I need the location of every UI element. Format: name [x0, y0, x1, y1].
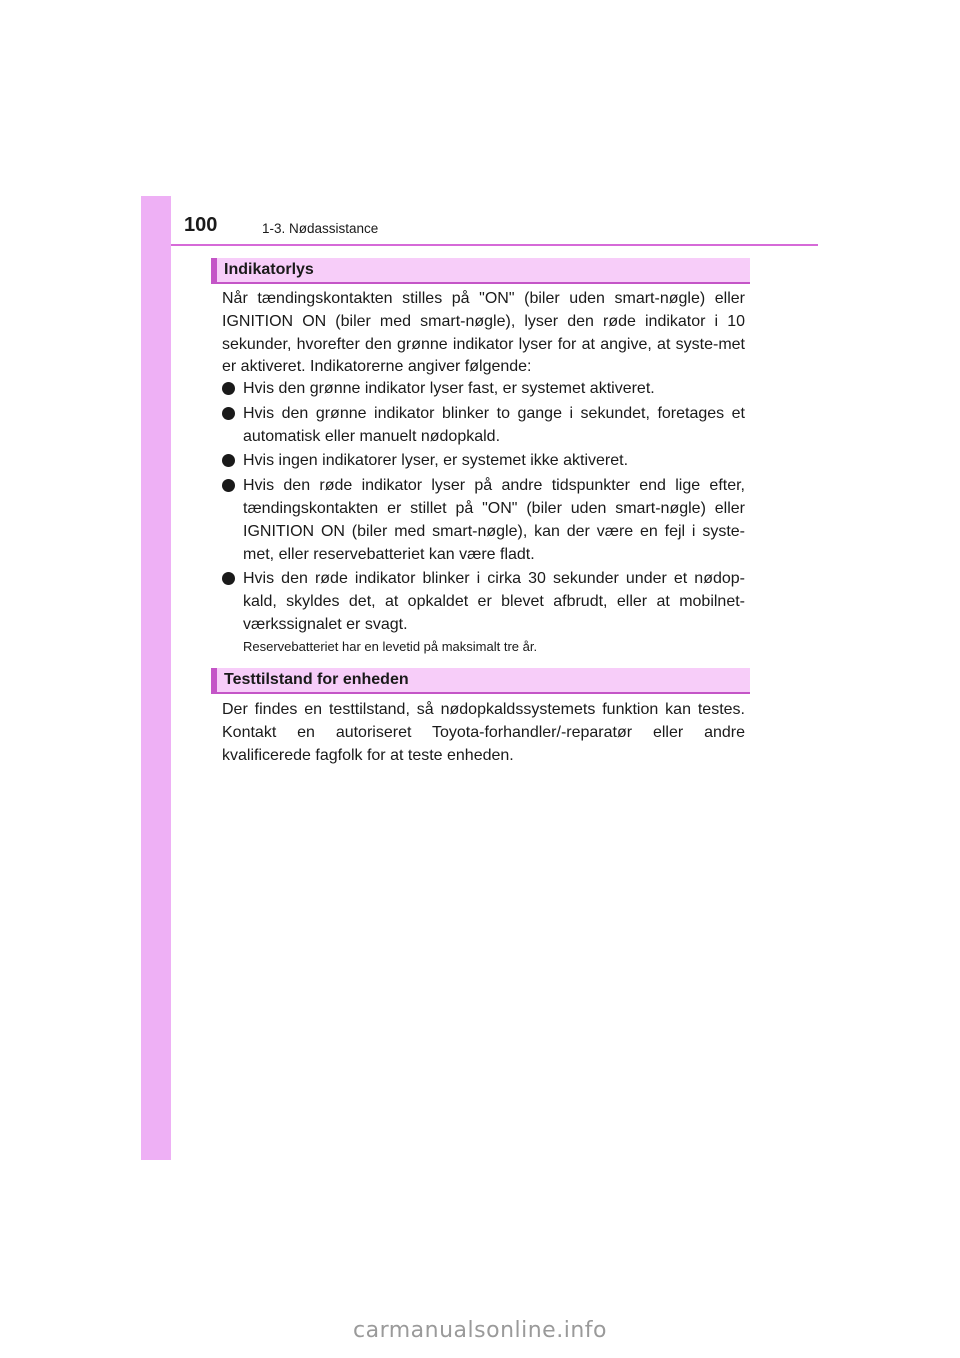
section-heading-testtilstand	[211, 668, 750, 694]
watermark: carmanualsonline.info	[353, 1318, 607, 1343]
bullet-icon	[222, 407, 235, 420]
running-head: 1-3. Nødassistance	[262, 221, 379, 236]
list-item: Hvis den grønne indikator blinker to gange i sekundet, foretages et automatisk eller manuelt nødopkald.	[222, 402, 745, 448]
list-item: Hvis ingen indikatorer lyser, er systemet ikke aktiveret.	[222, 449, 745, 472]
bullet-icon	[222, 454, 235, 467]
section-heading-indikatorlys	[211, 258, 750, 284]
battery-note: Reservebatteriet har en levetid på maksimalt tre år.	[243, 639, 538, 654]
bullet-icon	[222, 479, 235, 492]
list-item: Hvis den grønne indikator lyser fast, er systemet aktiveret.	[222, 377, 745, 400]
side-tab-strip	[141, 196, 171, 1160]
bullet-icon	[222, 572, 235, 585]
bullet-icon	[222, 382, 235, 395]
intro-paragraph: Når tændingskontakten stilles på "ON" (biler uden smart-nøgle) eller IGNITION ON (biler med smart-nøgle), lyser den røde indikator i 10 sekunder, hvorefter den grønne indikator lyser for at angive, at syste-met er aktiveret. Indikatorerne angiver følgende:	[222, 290, 745, 376]
header-rule	[171, 244, 818, 246]
list-item: Hvis den røde indikator lyser på andre tidspunkter end lige efter, tændingskontakten er stillet på "ON" (biler uden smart-nøgle) eller IGNITION ON (biler med smart-nøgle), kan der være en fejl i syste-met, eller reservebatteriet kan være fladt.	[222, 474, 745, 566]
section-heading-text: Indikatorlys	[224, 261, 314, 278]
test-mode-paragraph: Der findes en testtilstand, så nødopkaldssystemets funktion kan testes. Kontakt en autoriseret Toyota-forhandler/-reparatør eller andre kvalificerede fagfolk for at teste enheden.	[222, 701, 745, 764]
page-number: 100	[184, 214, 218, 236]
indicator-bullet-list	[222, 377, 745, 638]
section-heading-text: Testtilstand for enheden	[224, 671, 409, 688]
list-item: Hvis den røde indikator blinker i cirka 30 sekunder under et nødop-kald, skyldes det, at opkaldet er blevet afbrudt, eller at mobilnet-værkssignalet er svagt.	[222, 567, 745, 636]
